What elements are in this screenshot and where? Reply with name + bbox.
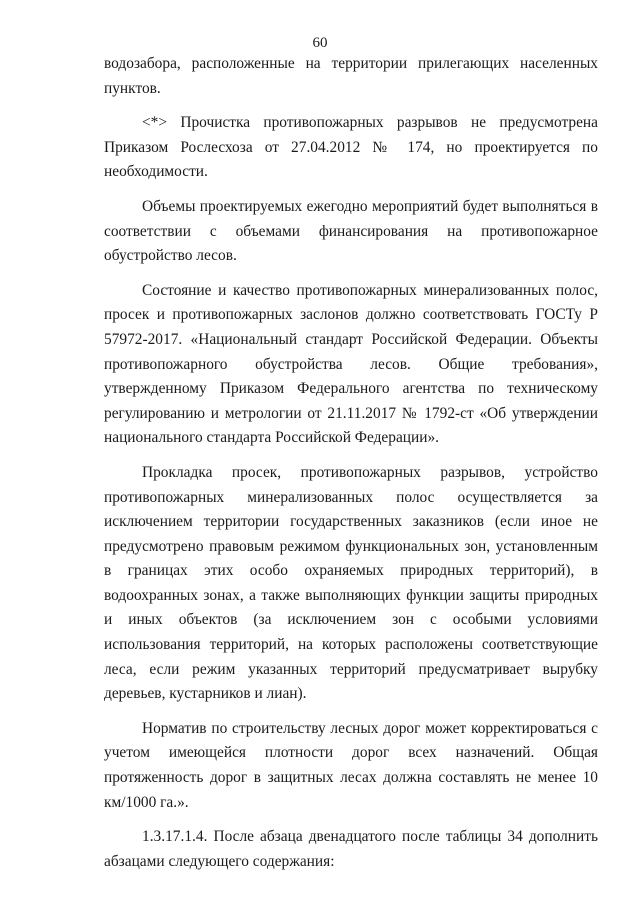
paragraph-gost-compliance: Состояние и качество противопожарных минерализованных полос, просек и противопожарных заслонов должно соответствовать ГОСТу Р 57972-2017. «Национальный стандарт Российской Федерации. Объекты противопожарного обустройства лесов. Общие требования», утвержденному Приказом Федерального агентства по техническому регулированию и метрологии от 21.11.2017 № 1792-ст «Об утверждении национального стандарта Российской Федерации». — [104, 281, 598, 447]
paragraph-forest-roads-standard: Норматив по строительству лесных дорог может корректироваться с учетом имеющейся плотности дорог всех назначений. Общая протяженность дорог в защитных лесах должна составлять не менее 10 км/1000 га.». — [104, 719, 598, 811]
page-number: 60 — [312, 35, 328, 51]
document-body — [104, 52, 598, 884]
paragraph-water-intake-continuation: водозабора, расположенные на территории прилегающих населенных пунктов. — [104, 55, 598, 97]
paragraph-amendment-instruction: 1.3.17.1.4. После абзаца двенадцатого после таблицы 34 дополнить абзацами следующего содержания: — [104, 828, 598, 870]
paragraph-firebreak-clearing-note: <*> Прочистка противопожарных разрывов не предусмотрена Приказом Рослесхоза от 27.04.2012 № 174, но проектируется по необходимости. — [104, 114, 598, 181]
paragraph-clearing-exceptions: Прокладка просек, противопожарных разрывов, устройство противопожарных минерализованных полос осуществляется за исключением территории государственных заказников (если иное не предусмотрено правовым режимом функциональных зон, установленным в границах этих особо охраняемых природных территорий), в водоохранных зонах, а также выполняющих функции защиты природных и иных объектов (за исключением зон с особыми условиями использования территорий, на которых расположены соответствующие леса, если режим указанных территорий предусматривает вырубку деревьев, кустарников и лиан). — [104, 463, 598, 703]
paragraph-measures-volume: Объемы проектируемых ежегодно мероприятий будет выполняться в соответствии с объемами финансирования на противопожарное обустройство лесов. — [104, 197, 598, 265]
